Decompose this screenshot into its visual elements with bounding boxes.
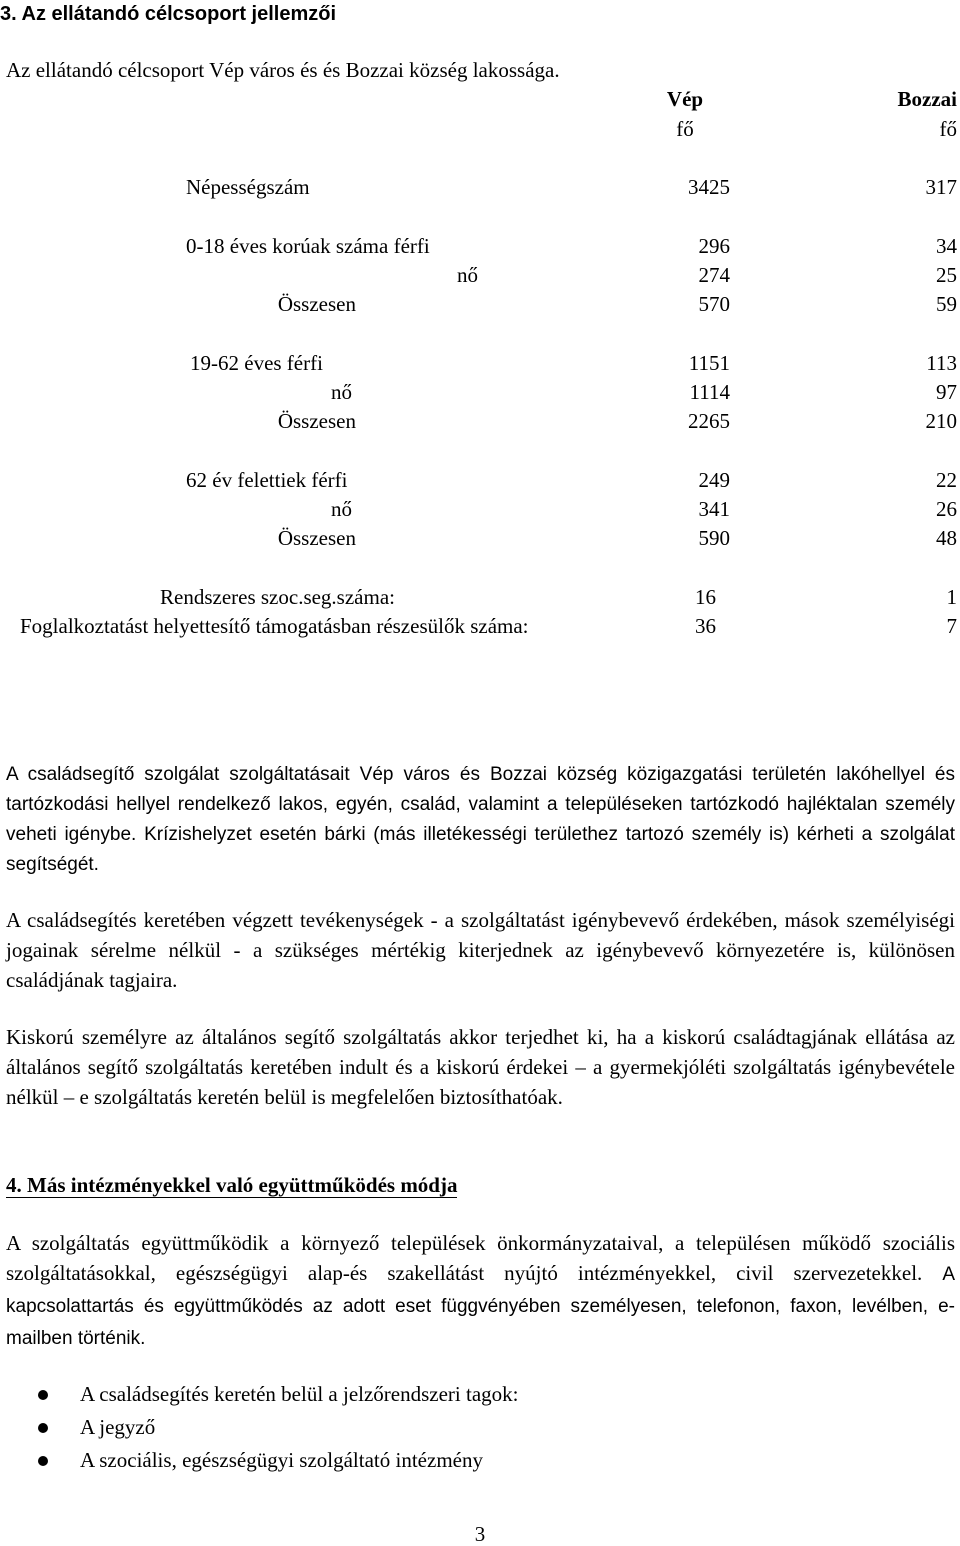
row-label: 62 év felettiek férfi bbox=[186, 468, 348, 492]
list-item: A szociális, egészségügyi szolgáltató intézmény bbox=[38, 1444, 519, 1477]
row-label: Összesen bbox=[277, 292, 356, 316]
page-number: 3 bbox=[474, 1522, 486, 1546]
cell-bozzai: 113 bbox=[926, 351, 957, 375]
paragraph-cooperation-text: A szolgáltatás együttműködik a környező települések önkormányzataival, a településen működő szociális szolgáltatásokkal, egészségügyi alap-és szakellátást nyújtó intézményekkel, civil szervezetekkel. bbox=[6, 1231, 955, 1285]
row-label: Népességszám bbox=[186, 175, 310, 199]
cell-bozzai: 34 bbox=[936, 234, 957, 258]
cell-bozzai: 26 bbox=[936, 497, 957, 521]
row-label: Rendszeres szoc.seg.száma: bbox=[160, 585, 395, 609]
cell-bozzai: 7 bbox=[946, 614, 957, 638]
row-label: nő bbox=[331, 497, 352, 521]
row-label: 19-62 éves férfi bbox=[190, 351, 323, 375]
cell-bozzai: 317 bbox=[925, 175, 957, 199]
cell-vep: 274 bbox=[698, 263, 730, 287]
column-header-vep: Vép bbox=[666, 87, 704, 111]
list-item: A jegyző bbox=[38, 1411, 519, 1444]
paragraph-service-area bbox=[6, 760, 955, 880]
cell-vep: 36 bbox=[695, 614, 716, 638]
cell-bozzai: 48 bbox=[936, 526, 957, 550]
cell-vep: 3425 bbox=[688, 175, 730, 199]
row-label: nő bbox=[331, 380, 352, 404]
section-4-heading-text: 4. Más intézményekkel való együttműködés módja bbox=[6, 1173, 458, 1197]
paragraph-cooperation bbox=[6, 1228, 955, 1354]
paragraph-contact-text: A kapcsolattartás és együttműködés az adott eset függvényében személyesen, telefonon, faxon, levélben, e-mailben történik. bbox=[6, 1264, 955, 1349]
cell-vep: 296 bbox=[698, 234, 730, 258]
bullet-icon bbox=[38, 1390, 48, 1400]
signal-system-list bbox=[38, 1378, 519, 1477]
row-label: Foglalkoztatást helyettesítő támogatásban részesülők száma: bbox=[20, 614, 529, 638]
list-item: A családsegítés keretén belül a jelzőrendszeri tagok: bbox=[38, 1378, 519, 1411]
row-label: Összesen bbox=[277, 409, 356, 433]
bullet-icon bbox=[38, 1423, 48, 1433]
column-header-bozzai: Bozzai bbox=[897, 87, 957, 111]
bullet-icon bbox=[38, 1456, 48, 1466]
section-3-intro: Az ellátandó célcsoport Vép város és és Bozzai község lakossága. bbox=[6, 58, 560, 82]
paragraph-crisis-text: Krízishelyzet esetén bárki (más illetékességi területhez tartozó személy is) kérheti a szolgálat segítségét. bbox=[6, 824, 955, 875]
cell-vep: 341 bbox=[698, 497, 730, 521]
cell-vep: 1151 bbox=[688, 351, 730, 375]
cell-bozzai: 1 bbox=[946, 585, 957, 609]
cell-vep: 590 bbox=[698, 526, 730, 550]
cell-bozzai: 25 bbox=[936, 263, 957, 287]
paragraph-service-area-text: A családsegítő szolgálat szolgáltatásait Vép város és Bozzai község közigazgatási területén lakóhellyel és tartózkodási hellyel rendelkező lakos, egyén, család, valamint a településeken tartózkodó hajléktalan személy veheti igénybe. bbox=[6, 764, 955, 845]
row-label: 0-18 éves korúak száma férfi bbox=[186, 234, 430, 258]
cell-vep: 249 bbox=[698, 468, 730, 492]
paragraph-minor: Kiskorú személyre az általános segítő szolgáltatás akkor terjedhet ki, ha a kiskorú családtagjának ellátása az általános segítő szolgáltatás keretében indult és a kiskorú érdekei – a gyermekjóléti szolgáltatás igénybevétele nélkül – e szolgáltatás keretén belül is megfelelően biztosíthatóak. bbox=[6, 1025, 955, 1109]
section-3-heading: 3. Az ellátandó célcsoport jellemzői bbox=[0, 3, 337, 25]
cell-vep: 16 bbox=[695, 585, 716, 609]
column-unit-bozzai: fő bbox=[939, 117, 957, 141]
cell-bozzai: 97 bbox=[936, 380, 957, 404]
cell-bozzai: 210 bbox=[925, 409, 957, 433]
cell-vep: 1114 bbox=[689, 380, 730, 404]
section-4-heading bbox=[6, 1175, 457, 1196]
row-label: nő bbox=[457, 263, 478, 287]
cell-vep: 2265 bbox=[688, 409, 730, 433]
cell-bozzai: 22 bbox=[936, 468, 957, 492]
paragraph-family-support: A családsegítés keretében végzett tevékenységek - a szolgáltatást igénybevevő érdekében, mások személyiségi jogainak sérelme nélkül - a szükséges mértékig kiterjednek az igénybevevő környezetére is, különösen családjának tagjaira. bbox=[6, 908, 955, 992]
row-label: Összesen bbox=[277, 526, 356, 550]
cell-bozzai: 59 bbox=[936, 292, 957, 316]
cell-vep: 570 bbox=[698, 292, 730, 316]
column-unit-vep: fő bbox=[676, 117, 694, 141]
